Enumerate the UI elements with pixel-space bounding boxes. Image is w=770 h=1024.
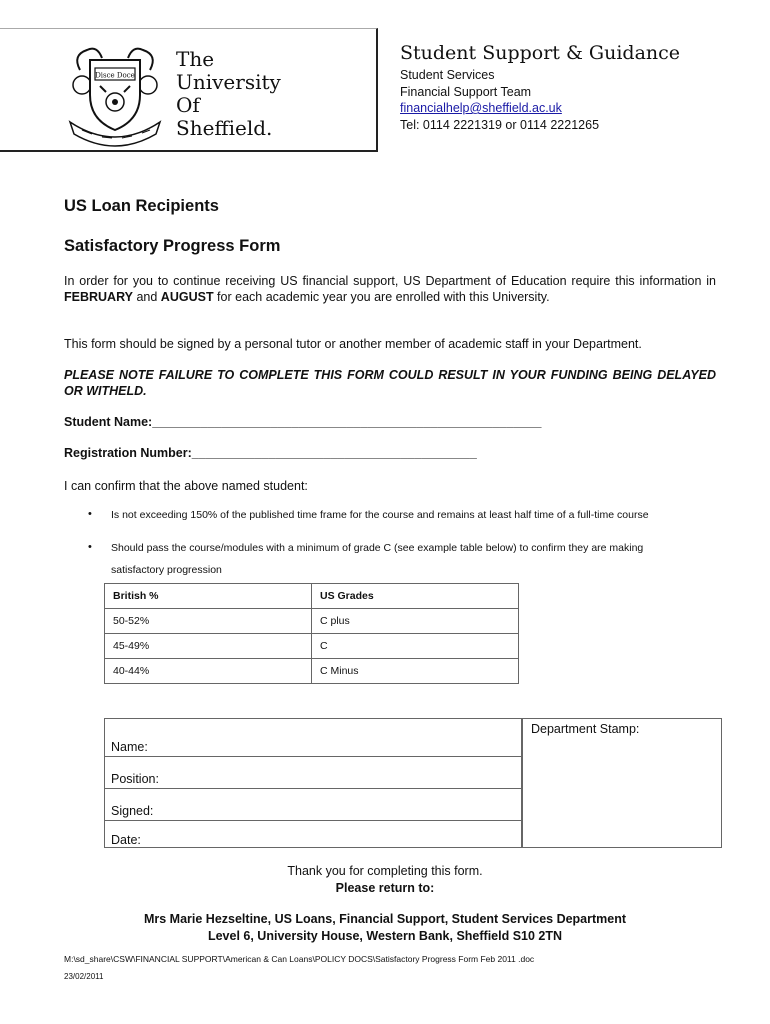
position-label: Position: bbox=[111, 772, 159, 786]
intro-paragraph bbox=[64, 273, 716, 305]
table-cell: 50-52% bbox=[105, 609, 312, 634]
document-date: 23/02/2011 bbox=[64, 972, 104, 981]
table-cell: C plus bbox=[312, 609, 519, 634]
signature-box bbox=[104, 718, 522, 848]
return-label: Please return to: bbox=[335, 881, 435, 895]
position-row[interactable] bbox=[105, 757, 521, 789]
warning-note: PLEASE NOTE FAILURE TO COMPLETE THIS FORM COULD RESULT IN YOUR FUNDING BEING DELAYED OR WITHELD. bbox=[64, 368, 716, 398]
student-name-field[interactable]: Student Name:________________________________________________________ bbox=[64, 415, 542, 429]
bullet-item: Is not exceeding 150% of the published time frame for the course and remains at least half time of a full-time course bbox=[111, 509, 649, 521]
contact-line: Financial Support Team bbox=[400, 84, 532, 99]
name-row[interactable] bbox=[105, 719, 521, 757]
university-name-line: Sheffield. bbox=[176, 116, 273, 140]
intro-month-aug: AUGUST bbox=[160, 290, 214, 304]
name-label: Name: bbox=[111, 740, 148, 754]
address-line: Mrs Marie Hezseltine, US Loans, Financial Support, Student Services Department bbox=[143, 912, 627, 926]
intro-month-feb: FEBRUARY bbox=[64, 290, 133, 304]
intro-text: for each academic year you are enrolled with this University. bbox=[213, 290, 550, 304]
table-cell: 40-44% bbox=[105, 659, 312, 684]
grade-table bbox=[104, 583, 519, 684]
registration-number-field[interactable]: Registration Number:_________________________________________ bbox=[64, 446, 477, 460]
date-label: Date: bbox=[111, 833, 141, 847]
contact-block bbox=[400, 67, 599, 133]
signed-label: Signed: bbox=[111, 804, 154, 818]
date-row[interactable] bbox=[105, 821, 521, 847]
bullet-icon: • bbox=[88, 508, 92, 520]
university-name bbox=[176, 48, 281, 140]
university-name-line: The bbox=[176, 47, 215, 71]
phone-number: Tel: 0114 2221319 or 0114 2221265 bbox=[400, 117, 600, 132]
file-path: M:\sd_share\CSW\FINANCIAL SUPPORT\American & Can Loans\POLICY DOCS\Satisfactory Progress Form Feb 2011 .doc bbox=[64, 954, 535, 964]
thanks-text: Thank you for completing this form. bbox=[287, 864, 483, 878]
stamp-label: Department Stamp: bbox=[531, 722, 640, 736]
intro-text: and bbox=[132, 290, 161, 304]
table-row bbox=[105, 634, 519, 659]
signed-row[interactable] bbox=[105, 789, 521, 821]
address-line: Level 6, University House, Western Bank, Sheffield S10 2TN bbox=[207, 929, 563, 943]
table-header-row bbox=[105, 584, 519, 609]
university-name-line: Of bbox=[176, 93, 200, 117]
university-crest-icon bbox=[62, 40, 168, 150]
table-cell: 45-49% bbox=[105, 634, 312, 659]
table-header: US Grades bbox=[312, 584, 519, 609]
table-row bbox=[105, 609, 519, 634]
crest-motto: Disce Doce bbox=[95, 71, 135, 80]
bullet-icon: • bbox=[88, 541, 92, 553]
page-title: US Loan Recipients bbox=[64, 197, 219, 215]
table-cell: C Minus bbox=[312, 659, 519, 684]
confirm-text: I can confirm that the above named student: bbox=[64, 479, 308, 493]
university-name-line: University bbox=[176, 70, 281, 94]
table-row bbox=[105, 659, 519, 684]
email-link[interactable]: financialhelp@sheffield.ac.uk bbox=[400, 101, 562, 115]
bullet-continuation: satisfactory progression bbox=[111, 564, 222, 576]
department-stamp-box[interactable] bbox=[522, 718, 722, 848]
contact-line: Student Services bbox=[400, 68, 495, 82]
intro-text: In order for you to continue receiving US financial support, US Department of Education require this information in bbox=[64, 274, 716, 288]
signed-by-note: This form should be signed by a personal tutor or another member of academic staff in your Department. bbox=[64, 337, 642, 351]
department-title: Student Support & Guidance bbox=[400, 42, 681, 64]
table-header: British % bbox=[105, 584, 312, 609]
bullet-item: Should pass the course/modules with a minimum of grade C (see example table below) to confirm they are making bbox=[111, 542, 644, 554]
form-subtitle: Satisfactory Progress Form bbox=[64, 237, 281, 255]
table-cell: C bbox=[312, 634, 519, 659]
